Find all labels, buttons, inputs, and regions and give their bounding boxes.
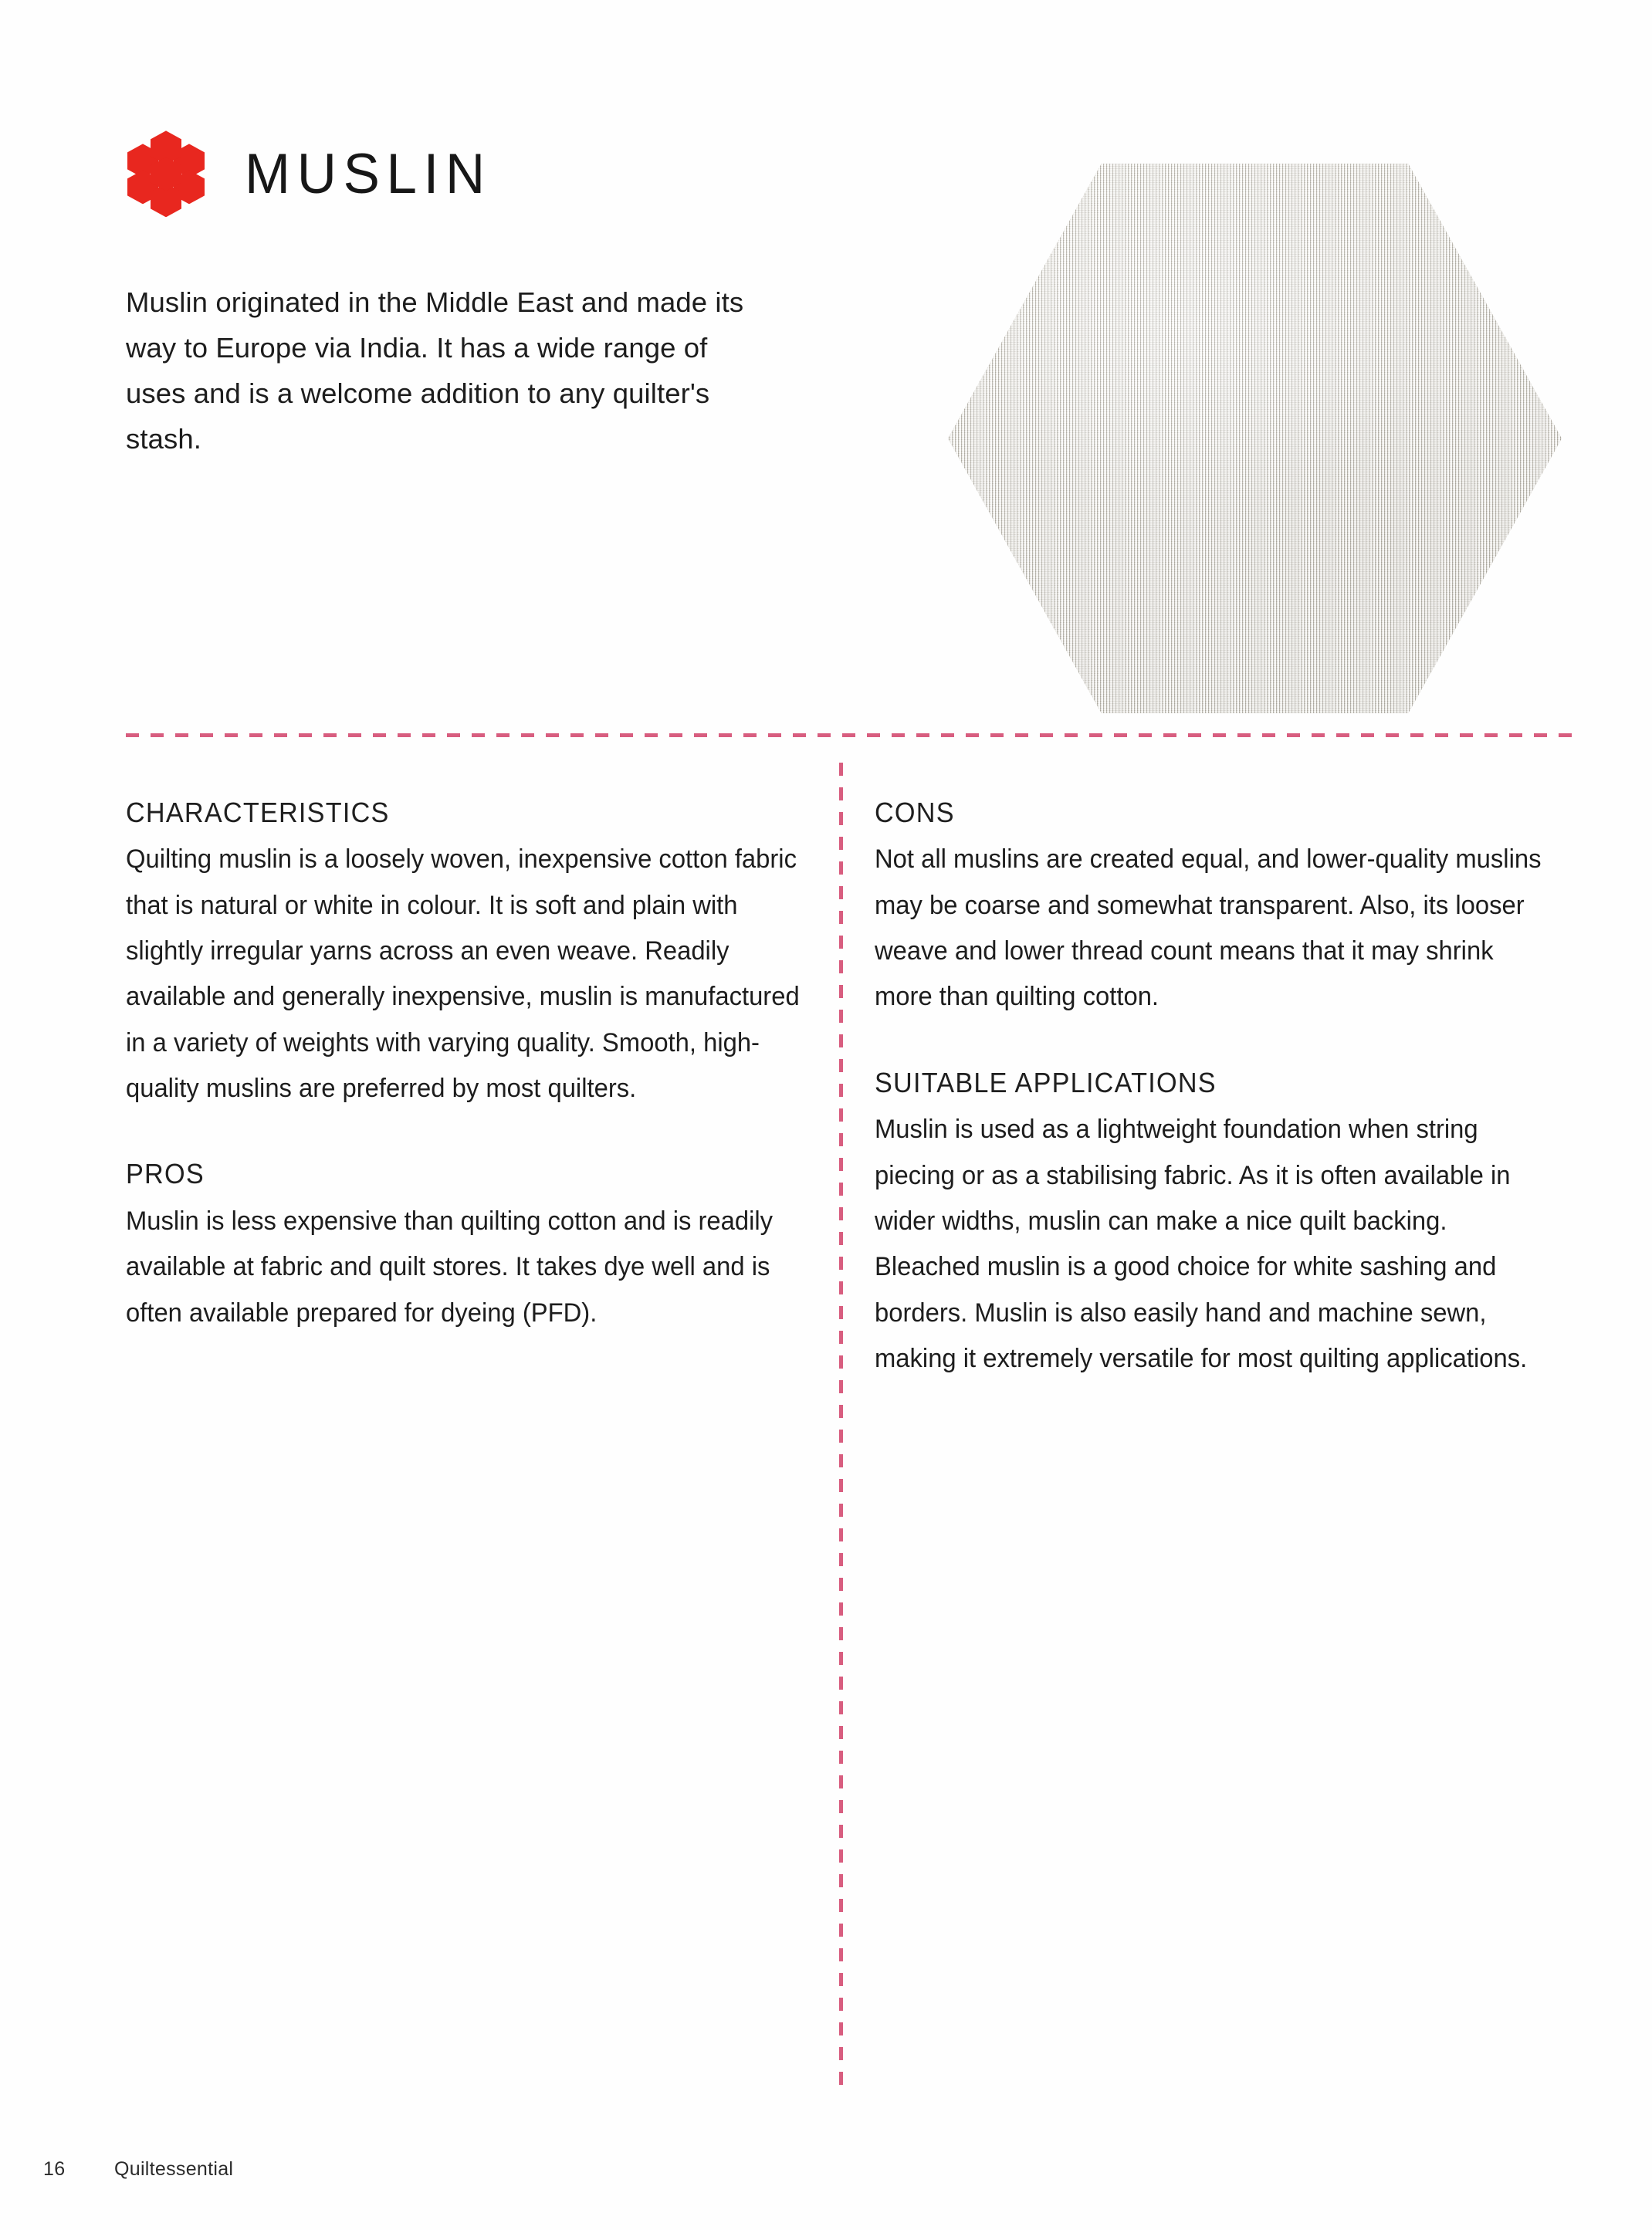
intro-paragraph: Muslin originated in the Middle East and made its way to Europe via India. It has a wide range of uses and is a welcome addition to any quilter's stash. bbox=[126, 286, 744, 455]
section-heading: SUITABLE APPLICATIONS bbox=[875, 1066, 1217, 1098]
hexagon-fabric-swatch-icon bbox=[948, 164, 1562, 713]
section-heading: CHARACTERISTICS bbox=[126, 797, 390, 828]
page-header bbox=[126, 108, 499, 240]
horizontal-stitch-divider bbox=[126, 733, 1573, 737]
section-characteristics bbox=[126, 797, 805, 1112]
section-body: Not all muslins are created equal, and lower-quality muslins may be coarse and somewhat transparent. Also, its looser weave and lower thread count means that it may shrink more than quilting cotton. bbox=[875, 844, 1542, 1012]
hexagon-rosette-icon bbox=[126, 132, 206, 215]
book-title: Quiltessential bbox=[114, 2158, 234, 2180]
page-number: 16 bbox=[43, 2158, 66, 2180]
section-body: Quilting muslin is a loosely woven, inexpensive cotton fabric that is natural or white in colour. It is soft and plain with slightly irregular yarns across an even weave. Readily available and generally inexpensive, muslin is manufactured in a variety of weights with varying quality. Smooth, high-quality muslins are preferred by most quilters. bbox=[126, 844, 800, 1104]
section-suitable-applications bbox=[875, 1067, 1554, 1382]
section-heading: CONS bbox=[875, 797, 955, 828]
fabric-swatch bbox=[948, 164, 1562, 713]
page-footer bbox=[43, 2158, 233, 2181]
page-title: MUSLIN bbox=[245, 142, 492, 205]
section-body: Muslin is less expensive than quilting cotton and is readily available at fabric and quilt stores. It takes dye well and is often available prepared for dyeing (PFD). bbox=[126, 1206, 774, 1328]
section-cons bbox=[875, 797, 1554, 1020]
section-body: Muslin is used as a lightweight foundation when string piecing or as a stabilising fabric. As it is often available in wider widths, muslin can make a nice quilt backing. Bleached muslin is a good choice for white sashing and borders. Muslin is also easily hand and machine sewn, making it extremely versatile for most quilting applications. bbox=[875, 1115, 1528, 1373]
right-column bbox=[875, 797, 1554, 1382]
vertical-stitch-divider bbox=[839, 763, 843, 2089]
section-pros bbox=[126, 1158, 805, 1335]
section-heading: PROS bbox=[126, 1158, 205, 1190]
left-column bbox=[126, 797, 805, 1336]
